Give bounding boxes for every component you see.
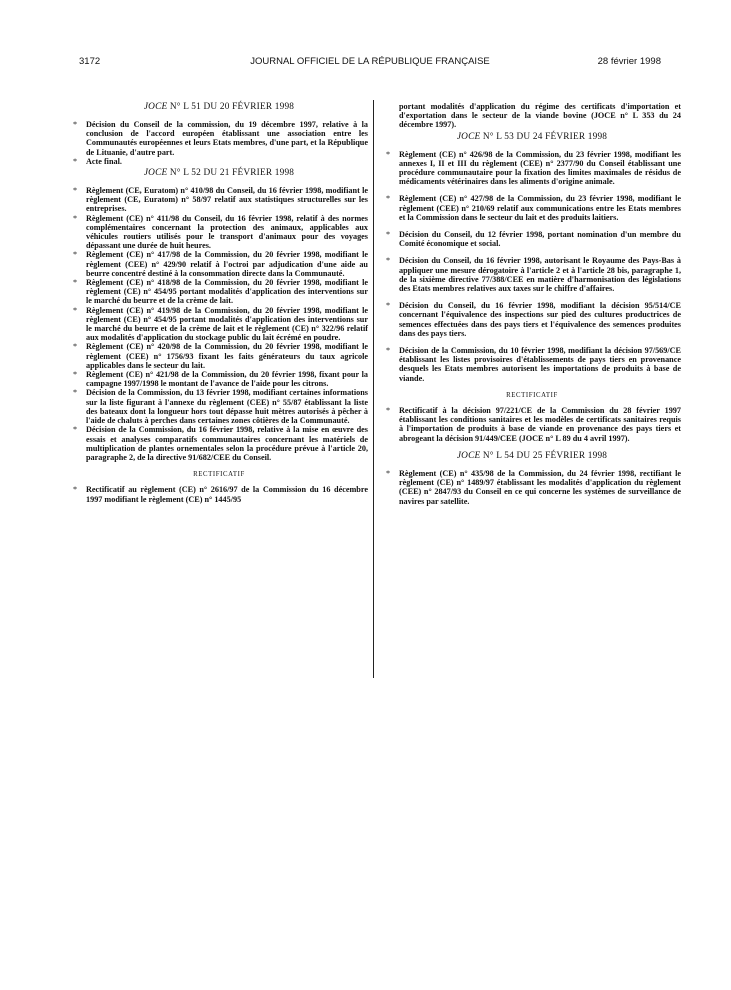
bullet-asterisk-icon: * (386, 194, 391, 204)
bullet-asterisk-icon: * (386, 149, 391, 159)
bullet-asterisk-icon: * (73, 370, 78, 380)
list-item (70, 306, 368, 343)
right-column (383, 102, 681, 514)
list-item (70, 214, 368, 251)
column-divider (373, 100, 374, 678)
bullet-asterisk-icon: * (73, 213, 78, 223)
section-heading-journal: JOCE (143, 102, 168, 112)
section-heading-journal: JOCE (456, 450, 481, 461)
bullet-asterisk-icon: * (386, 301, 391, 311)
entry-text: Règlement (CE) n° 427/98 de la Commission, du 23 février 1998, modifiant le règlement (CEE) n° 210/69 relatif aux communications entre les Etats membres et la Commission dans le secteur du lait et des produits laitiers. (399, 194, 681, 222)
entry-text: Règlement (CE) n° 411/98 du Conseil, du 16 février 1998, relatif à des normes complémentaires concernant la protection des animaux, applicables aux véhicules routiers utilisés pour le transport d'animaux pour des voyages dépassant une durée de huit heures. (86, 213, 368, 251)
list-item (70, 157, 368, 166)
bullet-asterisk-icon: * (73, 425, 78, 435)
bullet-asterisk-icon: * (386, 346, 391, 356)
list-item (70, 250, 368, 278)
entry-text: Règlement (CE) n° 421/98 de la Commission, du 20 février 1998, fixant pour la campagne 1997/1998 le montant de l'avance de l'aide pour les citrons. (86, 370, 368, 389)
list-item (70, 388, 368, 425)
entry-text: Règlement (CE) n° 426/98 de la Commission, du 23 février 1998, modifiant les annexes I, II et III du règlement (CEE) n° 2377/90 du Conseil établissant une procédure communautaire pour la fixation des limites maximales de résidus de médicaments vétérinaires dans les aliments d'origine animale. (399, 149, 681, 187)
entry-text: Règlement (CE) n° 420/98 de la Commission, du 20 février 1998, modifiant le règlement (CEE) n° 1756/93 fixant les faits générateurs du taux agricole applicables dans le secteur du lait. (86, 342, 368, 370)
left-column (70, 100, 368, 504)
list-item (383, 301, 681, 338)
list-item (70, 186, 368, 214)
entry-text: Règlement (CE) n° 419/98 de la Commission, du 20 février 1998, modifiant le règlement (CE) n° 454/95 portant modalités d'application des interventions sur le marché du beurre et de la crème de lait et le règlement (CE) n° 322/96 relatif aux modalités d'application du stockage public du lait écrémé en poudre. (86, 305, 368, 343)
journal-title: JOURNAL OFFICIEL DE LA RÉPUBLIQUE FRANÇAISE (250, 56, 490, 67)
bullet-asterisk-icon: * (73, 278, 78, 288)
section-heading-issue: N° L 51 DU 20 FÉVRIER 1998 (167, 102, 295, 112)
bullet-asterisk-icon: * (386, 256, 391, 266)
list-item (70, 120, 368, 157)
list-item (383, 256, 681, 293)
entry-text: Règlement (CE) n° 418/98 de la Commission, du 20 février 1998, modifiant le règlement (CE) n° 454/95 portant modalités d'application des interventions sur le marché du beurre et de la crème de lait. (86, 278, 368, 306)
entry-text: Rectificatif à la décision 97/221/CE de la Commission du 28 février 1997 établissant les conditions sanitaires et les modèles de certificats sanitaires requis à l'importation de produits à base de viande en provenance des pays tiers et abrogeant la décision 91/449/CEE (JOCE n° L 89 du 4 avril 1997). (399, 406, 681, 443)
list-item (383, 230, 681, 248)
entry-text: Décision du Conseil, du 12 février 1998, portant nomination d'un membre du Comité économique et social. (399, 230, 681, 249)
bullet-asterisk-icon: * (73, 388, 78, 398)
page-header (79, 56, 661, 70)
entry-text: Règlement (CE, Euratom) n° 410/98 du Conseil, du 16 février 1998, modifiant le règlement (CE, Euratom) n° 58/97 relatif aux statistiques structurelles sur les entreprises. (86, 186, 368, 214)
entry-text: portant modalités d'application du régime des certificats d'importation et d'exportation dans le secteur de la viande bovine (JOCE n° L 353 du 24 décembre 1997). (399, 102, 681, 130)
section-heading (70, 168, 368, 179)
list-item (383, 469, 681, 506)
list-item (383, 406, 681, 443)
bullet-asterisk-icon: * (386, 468, 391, 478)
bullet-asterisk-icon: * (386, 406, 391, 416)
bullet-asterisk-icon: * (386, 230, 391, 240)
entry-text: Décision du Conseil, du 16 février 1998, autorisant le Royaume des Pays-Bas à appliquer une mesure dérogatoire à l'article 2 et à l'article 28 bis, paragraphe 1, de la sixième directive 77/388/CEE en matière d'harmonisation des législations des Etats membres relatives aux taxes sur le chiffre d'affaires. (399, 256, 681, 294)
issue-date: 28 février 1998 (597, 56, 661, 67)
list-item (70, 425, 368, 462)
entry-text: Décision de la Commission, du 13 février 1998, modifiant certaines informations sur la liste figurant à l'annexe du règlement (CEE) n° 55/87 établissant la liste des bateaux dont la longueur hors tout dépasse huit mètres autorisés à pêcher à l'aide de chaluts à perches dans certaines zones côtières de la Communauté. (86, 388, 368, 426)
section-heading (70, 102, 368, 113)
entry-text: Décision du Conseil de la commission, du 19 décembre 1997, relative à la conclusion de l'accord européen établissant une association entre les Communautés européennes et leurs Etats membres, d'une part, et la République de Lituanie, d'autre part. (86, 120, 368, 157)
bullet-asterisk-icon: * (73, 485, 78, 495)
section-heading-journal: JOCE (143, 168, 168, 179)
entry-text: Règlement (CE) n° 435/98 de la Commission, du 24 février 1998, rectifiant le règlement (CE) n° 1489/97 établissant les modalités d'application du règlement (CEE) n° 2847/93 du Conseil en ce qui concerne les systèmes de surveillance de navires par satellite. (399, 468, 681, 506)
page-number: 3172 (79, 56, 101, 67)
list-item (70, 485, 368, 503)
section-heading (383, 451, 681, 462)
entry-continuation (383, 102, 681, 130)
list-item (383, 346, 681, 383)
entry-text: Décision de la Commission, du 10 février 1998, modifiant la décision 97/569/CE établissant les listes provisoires d'établissements de pays tiers en provenance desquels les Etats membres autorisent les importations de produits à base de viande. (399, 346, 681, 383)
bullet-asterisk-icon: * (73, 305, 78, 315)
rectificatif-heading: RECTIFICATIF (193, 471, 245, 479)
bullet-asterisk-icon: * (73, 342, 78, 352)
bullet-asterisk-icon: * (73, 156, 78, 166)
section-heading-issue: N° L 53 DU 24 FÉVRIER 1998 (480, 131, 608, 142)
bullet-asterisk-icon: * (73, 250, 78, 260)
section-heading (383, 132, 681, 143)
entry-text: Règlement (CE) n° 417/98 de la Commission, du 20 février 1998, modifiant le règlement (CEE) n° 429/90 relatif à l'octroi par adjudication d'une aide au beurre concentré destiné à la consommation directe dans la Communauté. (86, 250, 368, 278)
entry-text: Acte final. (86, 156, 122, 166)
bullet-asterisk-icon: * (73, 186, 78, 196)
list-item (383, 194, 681, 222)
section-heading-issue: N° L 52 DU 21 FÉVRIER 1998 (167, 168, 295, 179)
entry-text: Rectificatif au règlement (CE) n° 2616/97 de la Commission du 16 décembre 1997 modifiant le règlement (CE) n° 1445/95 (86, 485, 368, 504)
rectificatif-heading: RECTIFICATIF (506, 391, 558, 399)
list-item (70, 342, 368, 370)
list-item (383, 150, 681, 187)
section-heading-issue: N° L 54 DU 25 FÉVRIER 1998 (480, 450, 608, 461)
bullet-asterisk-icon: * (73, 120, 78, 129)
entry-text: Décision du Conseil, du 16 février 1998, modifiant la décision 95/514/CE concernant l'équivalence des inspections sur pied des cultures productrices de semences effectuées dans des pays tiers et l'équivalence des semences produites dans des pays tiers. (399, 301, 681, 338)
entry-text: Décision de la Commission, du 16 février 1998, relative à la mise en œuvre des essais et analyses comparatifs communautaires concernant les matériels de multiplication de plantes ornementales selon la procédure prévue à l'article 20, paragraphe 2, de la directive 91/682/CEE du Conseil. (86, 425, 368, 462)
section-heading-journal: JOCE (456, 131, 481, 142)
list-item (70, 278, 368, 306)
list-item (70, 370, 368, 388)
